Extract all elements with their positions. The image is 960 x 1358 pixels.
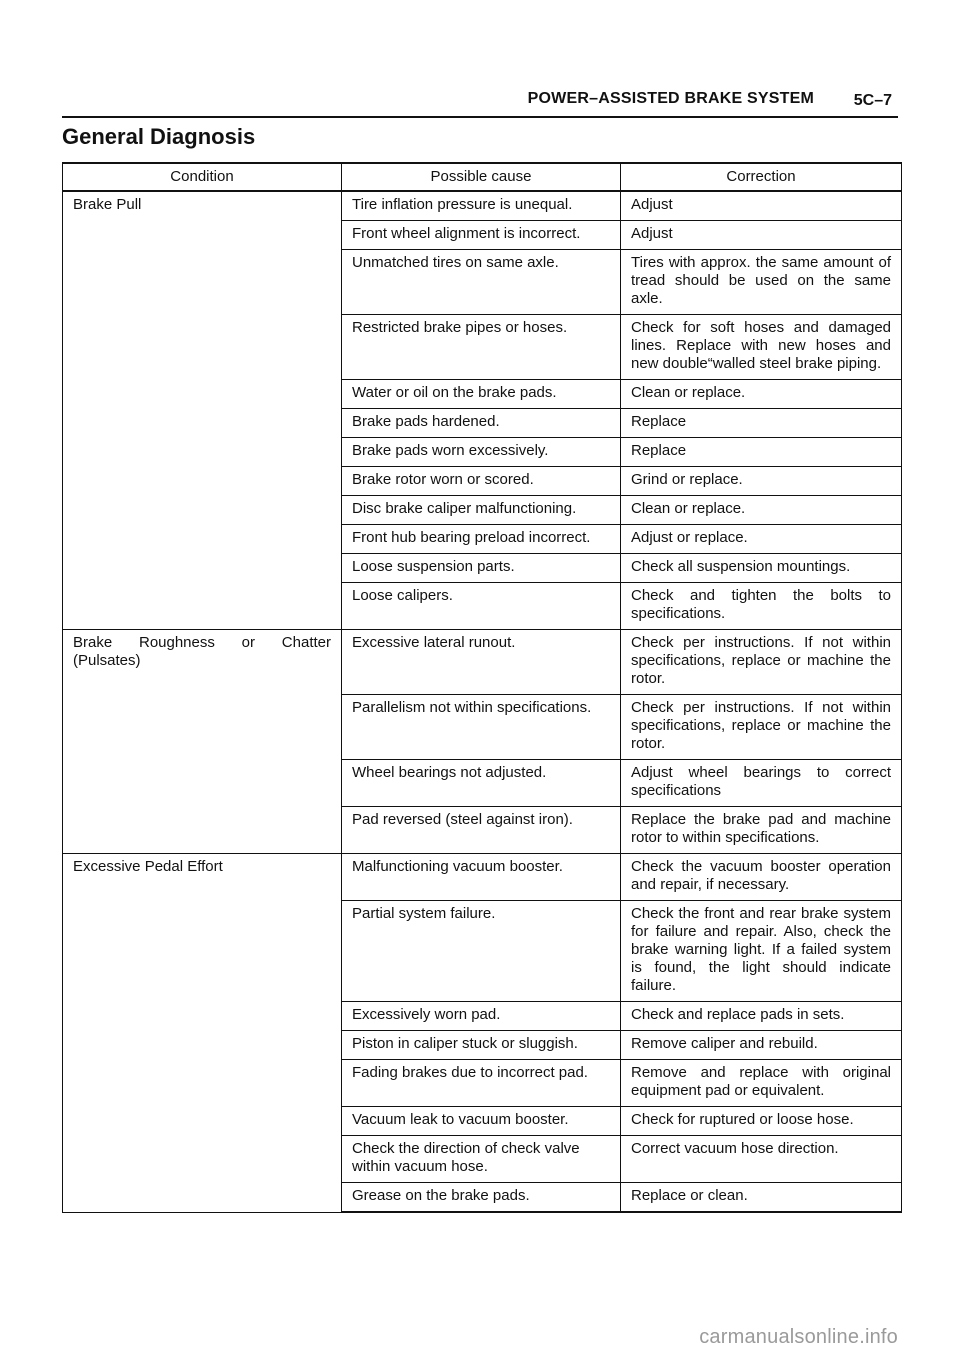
cause-cell: Brake rotor worn or scored. <box>342 467 621 496</box>
correction-cell: Check the vacuum booster operation and repair, if necessary. <box>621 854 902 901</box>
correction-cell: Check for soft hoses and damaged lines. Replace with new hoses and new double“walled steel brake piping. <box>621 315 902 380</box>
cause-cell: Excessive lateral runout. <box>342 630 621 695</box>
cause-cell: Loose calipers. <box>342 583 621 630</box>
correction-cell: Check the front and rear brake system for failure and repair. Also, check the brake warning light. If a failed system is found, the light should indicate failure. <box>621 901 902 1002</box>
cause-cell: Front wheel alignment is incorrect. <box>342 221 621 250</box>
column-header-cause: Possible cause <box>342 163 621 191</box>
correction-cell: Check per instructions. If not within specifications, replace or machine the rotor. <box>621 695 902 760</box>
cause-cell: Grease on the brake pads. <box>342 1183 621 1213</box>
correction-cell: Check and tighten the bolts to specifications. <box>621 583 902 630</box>
condition-cell: Brake Roughness or Chatter (Pulsates) <box>63 630 342 854</box>
cause-cell: Parallelism not within specifications. <box>342 695 621 760</box>
table-header-row <box>63 163 902 191</box>
cause-cell: Partial system failure. <box>342 901 621 1002</box>
diagnosis-table <box>62 162 902 1213</box>
cause-cell: Wheel bearings not adjusted. <box>342 760 621 807</box>
correction-cell: Check and replace pads in sets. <box>621 1002 902 1031</box>
correction-cell: Replace the brake pad and machine rotor to within specifications. <box>621 807 902 854</box>
section-title: General Diagnosis <box>62 124 256 149</box>
correction-cell: Clean or replace. <box>621 496 902 525</box>
page-number: 5C–7 <box>853 92 892 109</box>
correction-cell: Grind or replace. <box>621 467 902 496</box>
correction-cell: Adjust <box>621 221 902 250</box>
correction-cell: Check all suspension mountings. <box>621 554 902 583</box>
watermark: carmanualsonline.info <box>699 1326 898 1348</box>
cause-cell: Malfunctioning vacuum booster. <box>342 854 621 901</box>
cause-cell: Water or oil on the brake pads. <box>342 380 621 409</box>
table-row <box>63 854 902 901</box>
correction-cell: Clean or replace. <box>621 380 902 409</box>
cause-cell: Front hub bearing preload incorrect. <box>342 525 621 554</box>
cause-cell: Brake pads worn excessively. <box>342 438 621 467</box>
cause-cell: Piston in caliper stuck or sluggish. <box>342 1031 621 1060</box>
column-header-correction: Correction <box>621 163 902 191</box>
cause-cell: Vacuum leak to vacuum booster. <box>342 1107 621 1136</box>
correction-cell: Adjust <box>621 191 902 221</box>
table-row <box>63 191 902 221</box>
header-title: POWER–ASSISTED BRAKE SYSTEM <box>527 90 814 107</box>
condition-cell: Brake Pull <box>63 191 342 630</box>
correction-cell: Adjust wheel bearings to correct specifications <box>621 760 902 807</box>
cause-cell: Restricted brake pipes or hoses. <box>342 315 621 380</box>
correction-cell: Tires with approx. the same amount of tread should be used on the same axle. <box>621 250 902 315</box>
cause-cell: Tire inflation pressure is unequal. <box>342 191 621 221</box>
correction-cell: Replace <box>621 438 902 467</box>
table-body <box>63 191 902 1212</box>
correction-cell: Correct vacuum hose direction. <box>621 1136 902 1183</box>
correction-cell: Replace or clean. <box>621 1183 902 1213</box>
cause-cell: Excessively worn pad. <box>342 1002 621 1031</box>
page-header <box>62 88 898 118</box>
cause-cell: Brake pads hardened. <box>342 409 621 438</box>
cause-cell: Loose suspension parts. <box>342 554 621 583</box>
correction-cell: Remove and replace with original equipment pad or equivalent. <box>621 1060 902 1107</box>
column-header-condition: Condition <box>63 163 342 191</box>
condition-cell: Excessive Pedal Effort <box>63 854 342 1213</box>
cause-cell: Unmatched tires on same axle. <box>342 250 621 315</box>
cause-cell: Pad reversed (steel against iron). <box>342 807 621 854</box>
table-row <box>63 630 902 695</box>
correction-cell: Replace <box>621 409 902 438</box>
cause-cell: Fading brakes due to incorrect pad. <box>342 1060 621 1107</box>
correction-cell: Check per instructions. If not within specifications, replace or machine the rotor. <box>621 630 902 695</box>
correction-cell: Remove caliper and rebuild. <box>621 1031 902 1060</box>
correction-cell: Adjust or replace. <box>621 525 902 554</box>
correction-cell: Check for ruptured or loose hose. <box>621 1107 902 1136</box>
cause-cell: Disc brake caliper malfunctioning. <box>342 496 621 525</box>
cause-cell: Check the direction of check valve within vacuum hose. <box>342 1136 621 1183</box>
